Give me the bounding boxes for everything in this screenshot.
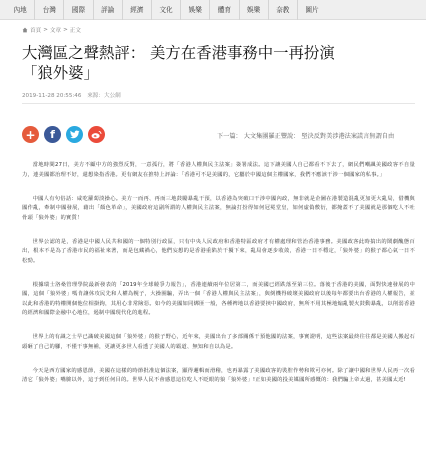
breadcrumb-separator: > [63, 27, 68, 33]
article-paragraph: 中國人有句俗話：咸吃蘿蔔淡操心。美方一而再、再而三地鼓勵暴亂干預，以香港為突破口干涉中國內政，無非就是企圖在港製造混亂更加更大亂局，借機與國作亂，牽制中國發展，藉出「顏色革命」，美國政府這副所謂的人權與民主法案，無論打扮得如何冠冕堂皇，如何虛偽敷衍，都掩蓋不了美國就是那個吃人不吐骨頭「狼外婆」的實質！ [22, 195, 415, 221]
nav-item-photos[interactable]: 圖片 [305, 5, 319, 14]
twitter-icon[interactable] [66, 126, 83, 143]
top-navigation [0, 0, 426, 20]
nav-item-taiwan[interactable]: 台灣 [35, 0, 64, 20]
article-source[interactable]: 來源：大公網 [87, 93, 121, 99]
weibo-icon[interactable] [88, 126, 105, 143]
nav-item-international[interactable]: 國際 [64, 0, 93, 20]
article-paragraph: 世界上的有識之士早已識破美國這個「狼外婆」的猴子野心，近年來，美國出台了多部關係干預他國的法案，事實證明，這些法案最終往往都是美國人搬起石頭砸了自己的腳，不僅干事無補，更讓更多世人看透了美國人的霸道、無知和自以為是。 [22, 334, 415, 350]
breadcrumb-section[interactable]: 文章 [49, 28, 62, 34]
nav-item-sports[interactable]: 體育 [210, 0, 239, 20]
article-paragraph: 世界公認的是，香港是中國人民共和國的一個特別行政區，只有中央人民政府和香港特區政府才有權處理和管治香港事務。美國政客此時搞出的鬧劇醜態百出，根本不是為了香港市民的福祉來著，而是包藏禍心，他們妄想的是香港重陷於干擾下來，亂局會逐步收敛，香港一日不穩定，「狼外婆」的猴子都心氣一日不松勁。 [22, 238, 415, 264]
home-icon [22, 27, 28, 33]
share-icon[interactable]: + [22, 126, 39, 143]
next-article-link[interactable]: 下一篇： 大文集團羅正豐說： 堅決反對美涉港法案謊言無謂自由 [217, 133, 395, 140]
article-title-line2: 「狼外婆」 [22, 64, 99, 82]
nav-item-mainland[interactable]: 內地 [6, 0, 35, 20]
article-title-line1: 大灣區之聲熱評： 美方在香港事務中一再扮演 [22, 44, 335, 62]
nav-item-leisure[interactable]: 娛樂 [240, 0, 269, 20]
breadcrumb [22, 26, 81, 34]
nav-item-culture[interactable]: 文化 [152, 0, 181, 20]
breadcrumb-current: 正文 [69, 28, 81, 34]
article-paragraph: 當地時間27日，美方不顧中方的強烈反對，一意孤行，將「香港人權與民主法案」簽署成法。這下讓美國人自己都看不下去了，網民們嘲諷美國政客不自量力，連美國都治理不好，還想染指香港。更有網友在推特上評論：「香港可不是美國的，它屬於中國這個主權國家，我們不應該干涉一個國家的私事。」 [22, 162, 415, 178]
article-paragraph: 根據瑞士洛桑管理學院最新發表的「2019年全球競爭力報告」，香港連續兩年位居第二，而美國已經跌落至第三位。落後于香港的美國，面對快速發展的中國，這個「狼外婆」嗎肯讓休攻民先和人權為幌子，大操圈騙，弄出一個「香港人權與民主法案」，與倒機得破壞美國政府以後每年都要出台香港的人權報告，並以此和香港的特權開個他位相掛鉤，其用心非常險惡。如今的美國如同綁匪一般，各種裨地以香港要挾中國政府，無所不用其極地煽亂製火鼓動暴亂，以削弱香港的經濟和國際金融中心地位，遏制中國現代化的進程。 [22, 281, 415, 316]
breadcrumb-home[interactable]: 首頁 [30, 28, 42, 34]
nav-item-entertainment[interactable]: 娛樂 [181, 0, 210, 20]
article-title [22, 43, 417, 83]
share-bar [22, 126, 110, 143]
breadcrumb-separator: > [43, 27, 48, 33]
facebook-icon[interactable]: f [44, 126, 61, 143]
nav-item-religion[interactable]: 奈教 [269, 0, 298, 20]
divider [22, 103, 415, 104]
nav-item-economy[interactable]: 經濟 [123, 0, 152, 20]
article-paragraph: 今天是西方國家的感恩節，美國在這樣的時節批准這個法案，顯得邏輯而滑稽，也再暴露了美國政客的裝腔作勢和欺可亦何。除了讓中國和世界人民再一次看清它「狼外婆」嘴臉以外，這于到任何目的。世界人民不會感恩這位吃人不眨眼的狼「狼外婆」!正如美國的投美媒國所感慨的：我們騙上帝太過，甚美國太近! [22, 367, 415, 383]
nav-item-commentary[interactable]: 評論 [94, 0, 123, 20]
article-meta [22, 91, 121, 99]
article-date: 2019-11-28 20:55:46 [22, 93, 82, 99]
article-body [22, 161, 415, 400]
